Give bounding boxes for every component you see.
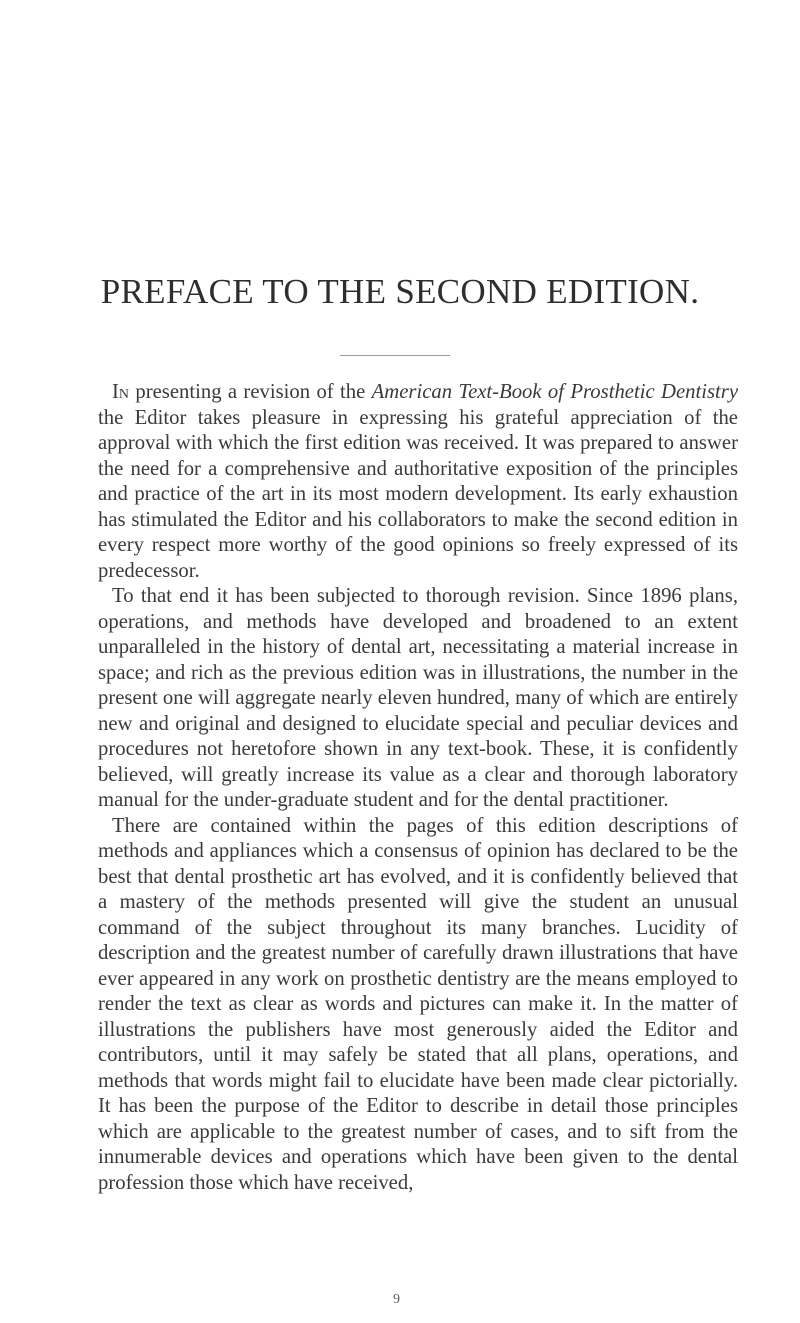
paragraph-1-intro: presenting a revision of the [129,381,372,403]
title-divider [340,355,450,356]
preface-body [98,380,738,1196]
page-number: 9 [393,1292,400,1307]
paragraph-3: There are contained within the pages of this edition descriptions of methods and appliances which a consensus of opinion has declared to be the best that dental prosthetic art has evolved, and it is confidently believed that a mastery of the methods presented will give the student an unusual command of the subject throughout its many branches. Lucidity of description and the greatest number of carefully drawn illustrations that have ever appeared in any work on prosthetic dentistry are the means employed to render the text as clear as words and pictures can make it. In the matter of illustrations the publishers have most generously aided the Editor and contributors, until it may safely be stated that all plans, operations, and methods that words might fail to elucidate have been made clear pictorially. It has been the purpose of the Editor to describe in detail those principles which are applicable to the greatest number of cases, and to sift from the innumerable devices and operations which have been given to the dental profession those which have received, [98,814,738,1194]
paragraph-2: To that end it has been subjected to thorough revision. Since 1896 plans, operations, and methods have developed and broadened to an extent unparalleled in the history of dental art, necessitating a material increase in space; and rich as the previous edition was in illustrations, the number in the present one will aggregate nearly eleven hundred, many of which are entirely new and original and designed to elucidate special and peculiar devices and procedures not heretofore shown in any text-book. These, it is confidently believed, will greatly increase its value as a clear and thorough laboratory manual for the under-graduate student and for the dental practitioner. [98,585,738,811]
lead-word: In [112,381,129,403]
paragraph-1-rest: the Editor takes pleasure in expressing his grateful appreciation of the approval with which the first edition was received. It was prepared to answer the need for a comprehensive and authoritative exposition of the principles and practice of the art in its most modern development. Its early exhaustion has stimulated the Editor and his collaborators to make the second edition in every respect more worthy of the good opinions so freely expressed of its predecessor. [98,406,738,582]
page-title: PREFACE TO THE SECOND EDITION. [100,272,700,311]
paragraph-1 [98,380,738,584]
book-title-italic: American Text-Book of Prosthetic Dentistry [371,381,738,403]
